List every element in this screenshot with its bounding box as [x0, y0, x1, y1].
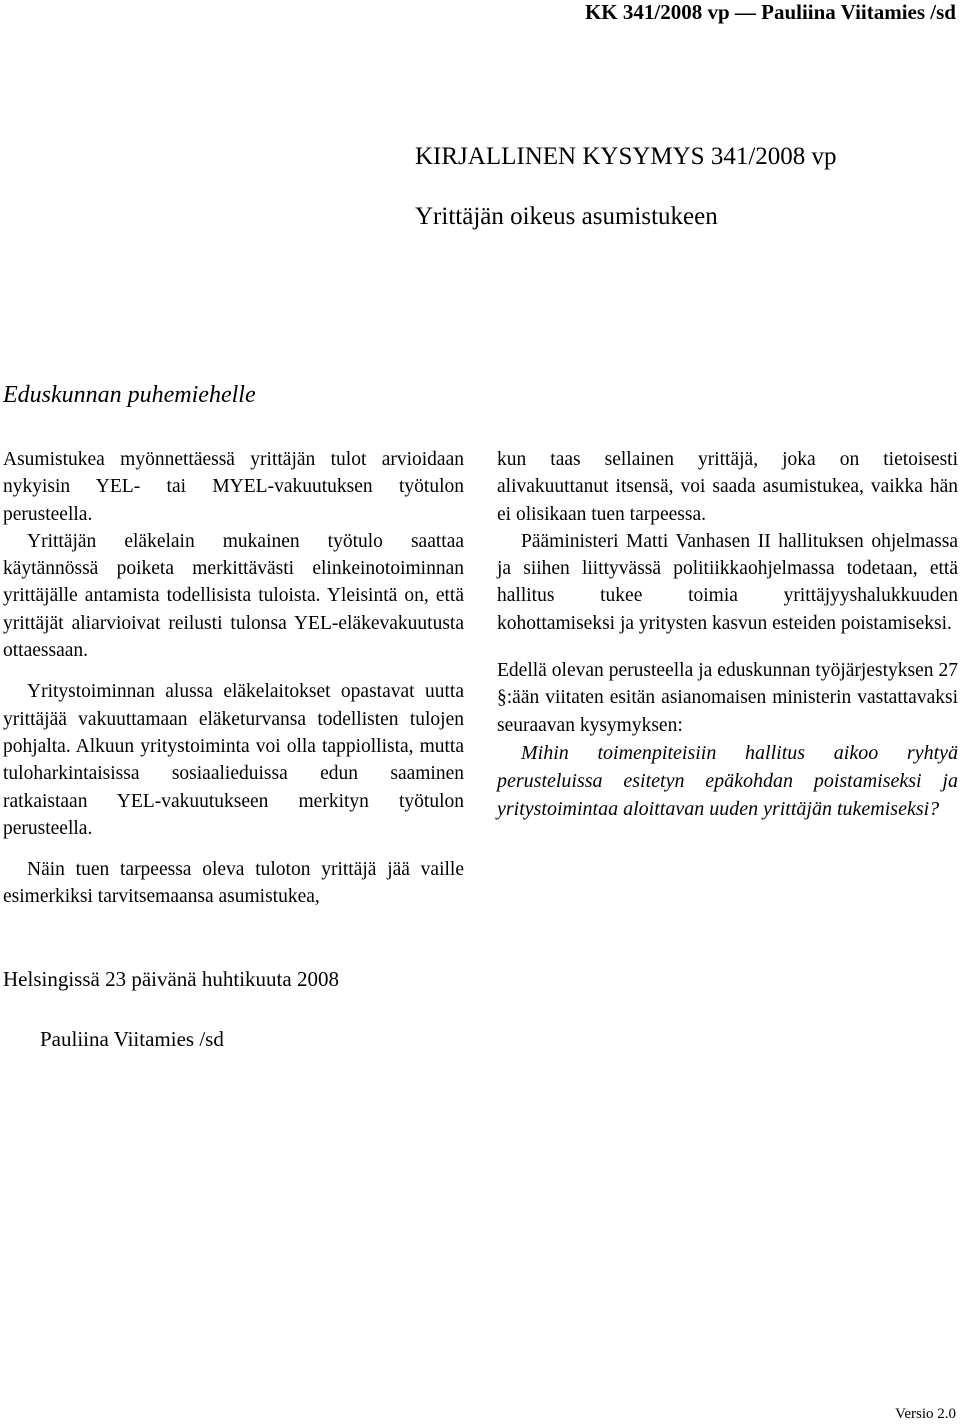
place-and-date: Helsingissä 23 päivänä huhtikuuta 2008	[3, 967, 339, 991]
right-column	[497, 446, 958, 823]
paragraph: Pääministeri Matti Vanhasen II hallituksen ohjelmassa ja siihen liittyvässä politiikkaohjelmassa todetaan, että hallitus tukee toimia yrittäjyyshalukkuuden kohottamiseksi ja yritysten kasvun esteiden poistamiseksi.	[497, 530, 958, 634]
signature: Pauliina Viitamies /sd	[40, 1027, 224, 1051]
paragraph: Näin tuen tarpeessa oleva tuloton yrittäjä jää vaille esimerkiksi tarvitsemaansa asumistukea,	[3, 859, 464, 908]
paragraph: Yrittäjän eläkelain mukainen työtulo saattaa käytännössä poiketa merkittävästi elinkeinotoiminnan yrittäjälle antamista todellisista tuloista. Yleisintä on, että yrittäjät aliarvioivat reilusti tulonsa YEL-eläkevakuutusta ottaessaan.	[3, 530, 464, 662]
addressee: Eduskunnan puhemiehelle	[3, 382, 256, 408]
question-text: Mihin toimenpiteisiin hallitus aikoo ryhtyä perusteluissa esitetyn epäkohdan poistamiseksi ja yritystoimintaa aloittavan uuden yrittäjän tukemiseksi?	[497, 741, 958, 820]
paragraph: Yritystoiminnan alussa eläkelaitokset opastavat uutta yrittäjää vakuuttamaan eläketurvansa todellisten tulojen pohjalta. Alkuun yritystoiminta voi olla tappiollista, mutta tuloharkintaisissa sosiaalieduissa edun saaminen ratkaistaan YEL-vakuutukseen merkityn työtulon perusteella.	[3, 681, 464, 839]
version-label: Versio 2.0	[895, 1406, 956, 1422]
left-column	[3, 446, 464, 911]
paragraph: Edellä olevan perusteella ja eduskunnan työjärjestyksen 27 §:ään viitaten esitän asianomaisen ministerin vastattavaksi seuraavan kysymyksen:	[497, 660, 958, 736]
document-title: KIRJALLINEN KYSYMYS 341/2008 vp	[415, 143, 837, 170]
paragraph: Asumistukea myönnettäessä yrittäjän tulot arvioidaan nykyisin YEL- tai MYEL-vakuutuksen työtulon perusteella.	[3, 449, 464, 525]
running-header: KK 341/2008 vp — Pauliina Viitamies /sd	[584, 0, 956, 24]
document-subtitle: Yrittäjän oikeus asumistukeen	[415, 203, 718, 230]
paragraph: kun taas sellainen yrittäjä, joka on tietoisesti alivakuuttanut itsensä, voi saada asumistukea, vaikka hän ei olisikaan tuen tarpeessa.	[497, 449, 958, 525]
